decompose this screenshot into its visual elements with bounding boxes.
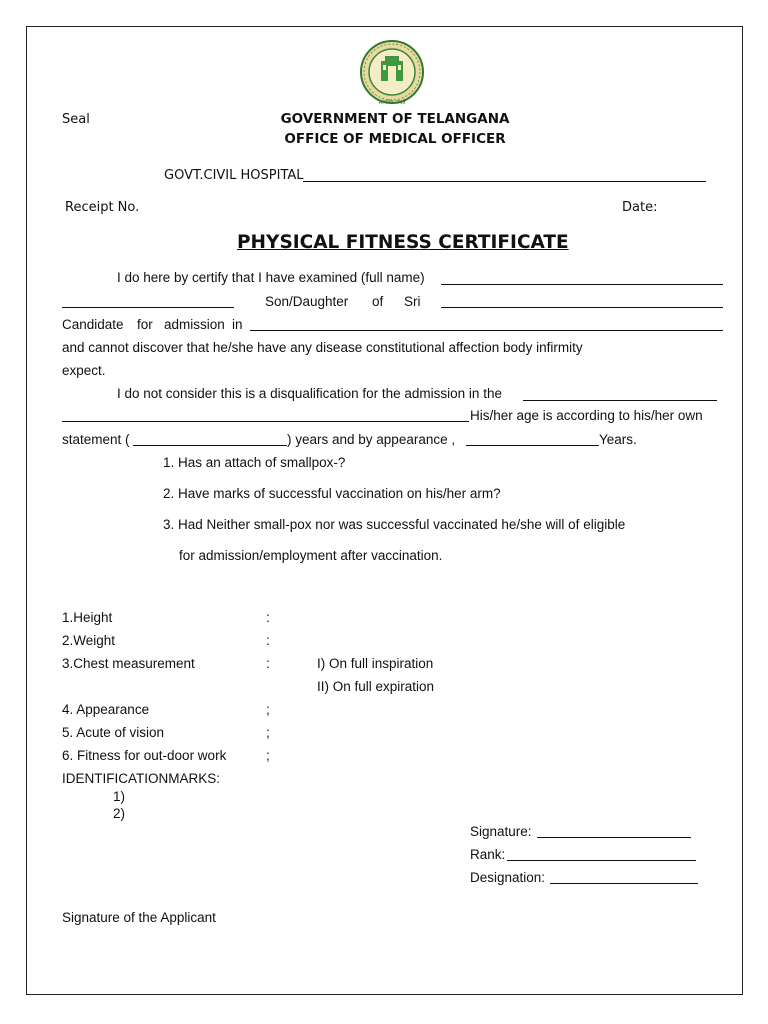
seal-label: Seal	[62, 112, 90, 127]
certify-statement: I do here by certify that I have examined (full name)	[117, 270, 425, 285]
fitness-semicolon: ;	[266, 748, 270, 763]
question-smallpox: 1. Has an attach of smallpox-?	[163, 455, 346, 470]
chest-measurement-label: 3.Chest measurement	[62, 656, 195, 671]
identification-mark-1: 1)	[113, 789, 126, 804]
full-name-continued-blank[interactable]	[62, 307, 234, 308]
full-name-blank[interactable]	[441, 284, 723, 285]
of-label: of	[372, 294, 384, 309]
appearance-semicolon: ;	[266, 702, 270, 717]
in-label: in	[232, 317, 243, 332]
signature-label: Signature:	[470, 824, 532, 839]
question-eligibility: 3. Had Neither small-pox nor was successful vaccinated he/she will of eligible	[163, 517, 626, 532]
admission-label: admission	[164, 317, 225, 332]
full-expiration-label: II) On full expiration	[317, 679, 435, 694]
height-label: 1.Height	[62, 610, 113, 625]
outdoor-fitness-label: 6. Fitness for out-door work	[62, 748, 227, 763]
parent-name-blank[interactable]	[441, 307, 723, 308]
weight-label: 2.Weight	[62, 633, 116, 648]
hospital-label: GOVT.CIVIL HOSPITAL	[164, 168, 304, 183]
hospital-name-blank[interactable]	[303, 181, 706, 182]
applicant-signature-label: Signature of the Applicant	[62, 910, 216, 925]
date-label: Date:	[622, 200, 658, 215]
height-colon: :	[266, 610, 270, 625]
stated-age-blank[interactable]	[133, 445, 287, 446]
sri-label: Sri	[404, 294, 421, 309]
chest-colon: :	[266, 656, 270, 671]
signature-blank[interactable]	[537, 837, 691, 838]
son-daughter-label: Son/Daughter	[265, 294, 349, 309]
identification-marks-label: IDENTIFICATIONMARKS:	[62, 771, 221, 786]
appearance-age-label: ) years and by appearance ,	[287, 432, 456, 447]
no-disease-statement: and cannot discover that he/she have any disease constitutional affection body infirmity	[62, 340, 583, 355]
receipt-label: Receipt No.	[65, 200, 140, 215]
designation-label: Designation:	[470, 870, 546, 885]
identification-mark-2: 2)	[113, 806, 126, 821]
years-label: Years.	[599, 432, 637, 447]
government-heading: GOVERNMENT OF TELANGANA	[280, 111, 510, 127]
rank-label: Rank:	[470, 847, 506, 862]
weight-colon: :	[266, 633, 270, 648]
admission-in-blank[interactable]	[250, 330, 723, 331]
appearance-age-blank[interactable]	[466, 445, 599, 446]
telangana-emblem-logo	[355, 39, 429, 109]
question-vaccination-marks: 2. Have marks of successful vaccination on his/her arm?	[163, 486, 501, 501]
admission-for-continued-blank[interactable]	[62, 421, 469, 422]
certificate-page-border	[26, 26, 743, 995]
appearance-label: 4. Appearance	[62, 702, 150, 717]
full-inspiration-label: I) On full inspiration	[317, 656, 434, 671]
disqualification-statement: I do not consider this is a disqualification for the admission in the	[117, 386, 502, 401]
certificate-title: PHYSICAL FITNESS CERTIFICATE	[237, 232, 569, 253]
acute-vision-label: 5. Acute of vision	[62, 725, 165, 740]
vision-semicolon: ;	[266, 725, 270, 740]
designation-blank[interactable]	[550, 883, 698, 884]
question-eligibility-continued: for admission/employment after vaccination.	[179, 548, 443, 563]
candidate-label: Candidate	[62, 317, 124, 332]
statement-open-label: statement (	[62, 432, 130, 447]
admission-for-blank[interactable]	[523, 400, 717, 401]
svg-text:सत्यमेव जयते: सत्यमेव जयते	[378, 100, 406, 106]
expect-text: expect.	[62, 363, 106, 378]
for-label: for	[137, 317, 153, 332]
office-heading: OFFICE OF MEDICAL OFFICER	[284, 131, 506, 147]
age-statement: His/her age is according to his/her own	[470, 408, 703, 423]
rank-blank[interactable]	[507, 860, 696, 861]
